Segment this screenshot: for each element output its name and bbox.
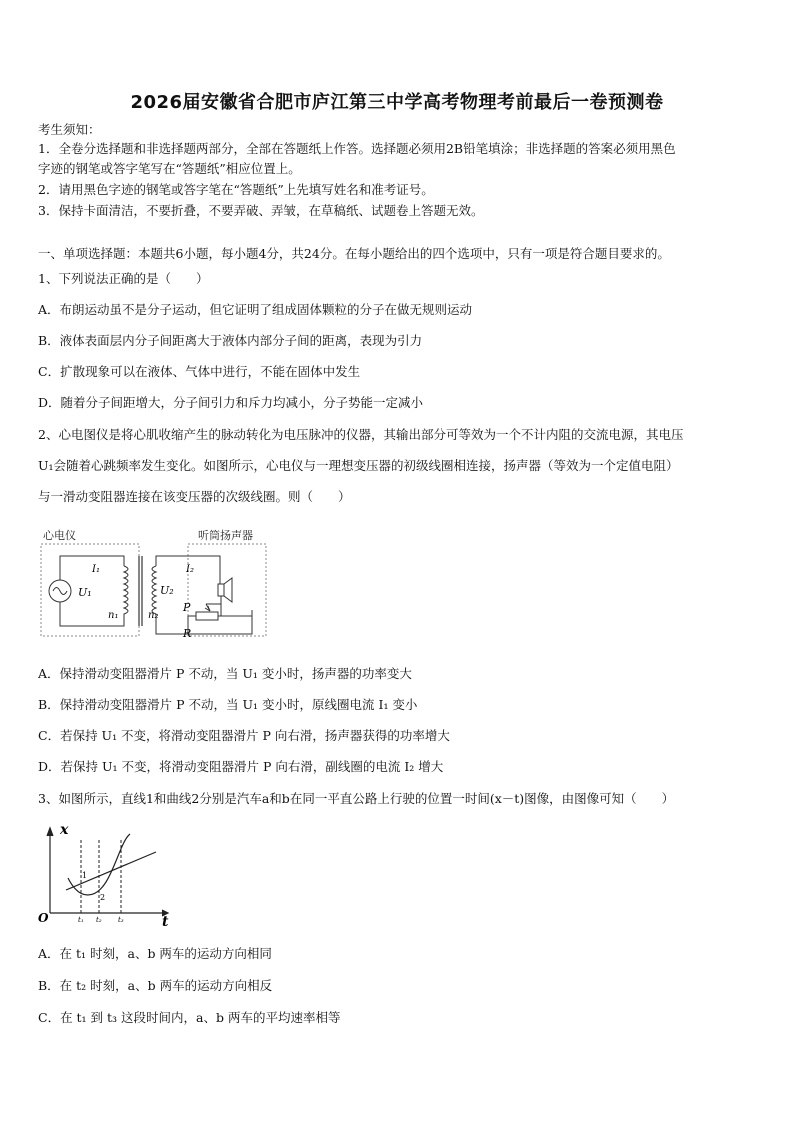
question-2-option-c: C．若保持 U₁ 不变，将滑动变阻器滑片 P 向右滑，扬声器获得的功率增大 [38,728,450,743]
t-axis-label: t [162,914,169,930]
primary-coil [124,566,128,618]
line-1 [66,852,156,890]
speaker-icon [218,584,224,596]
question-2-option-b: B．保持滑动变阻器滑片 P 不动，当 U₁ 变小时，原线圈电流 I₁ 变小 [38,697,418,712]
question-2-option-a: A．保持滑动变阻器滑片 P 不动，当 U₁ 变小时，扬声器的功率变大 [38,666,412,681]
question-3-option-a: A．在 t₁ 时刻，a、b 两车的运动方向相同 [38,946,272,961]
notice-item: 3．保持卡面清洁，不要折叠，不要弄破、弄皱，在草稿纸、试题卷上答题无效。 [38,203,484,218]
notice-item: 2．请用黑色字迹的钢笔或答字笔在“答题纸”上先填写姓名和准考证号。 [38,182,434,197]
u1-label: U₁ [78,586,92,599]
speaker-label: 听筒扬声器 [198,529,253,542]
u2-label: U₂ [160,584,174,597]
question-2-stem-line: U₁会随着心跳频率发生变化。如图所示，心电仪与一理想变压器的初级线圈相连接，扬声器（等效为一个定值电阻） [38,458,679,473]
question-2-option-d: D．若保持 U₁ 不变，将滑动变阻器滑片 P 向右滑，副线圈的电流 I₂ 增大 [38,759,444,774]
page-title: 2026届安徽省合肥市庐江第三中学高考物理考前最后一卷预测卷 [130,92,664,113]
n1-label: n₁ [108,610,119,621]
question-1-option-d: D．随着分子间距增大，分子间引力和斥力均减小，分子势能一定减小 [38,395,424,410]
origin-label: O [38,911,49,925]
p-label: P [183,601,191,614]
transformer-circuit-figure [38,526,268,646]
i2-label: I₂ [186,564,194,575]
question-3-option-c: C．在 t₁ 到 t₃ 这段时间内，a、b 两车的平均速率相等 [38,1010,341,1025]
line-1-label: 1 [82,871,88,880]
question-1-option-b: B．液体表面层内分子间距离大于液体内部分子间的距离，表现为引力 [38,333,423,348]
i1-label: I₁ [92,564,100,575]
position-time-graph [38,820,178,930]
rheostat [196,612,218,620]
notice-header: 考生须知： [38,122,101,137]
curve-2-label: 2 [100,893,106,902]
x-axis-label: x [60,822,69,838]
tick-label: t₃ [118,916,124,924]
question-1-option-a: A．布朗运动虽不是分子运动，但它证明了组成固体颗粒的分子在做无规则运动 [38,302,473,317]
tick-label: t₂ [96,916,102,924]
question-1-option-c: C．扩散现象可以在液体、气体中进行，不能在固体中发生 [38,364,361,379]
speaker-box [188,544,266,636]
question-2-stem-line: 与一滑动变阻器连接在该变压器的次级线圈。则（ ） [38,489,351,504]
section-heading: 一、单项选择题：本题共6小题，每小题4分，共24分。在每小题给出的四个选项中，只有一项是符合题目要求的。 [38,246,670,261]
question-1-stem: 1、下列说法正确的是（ ） [38,271,209,286]
n2-label: n₂ [148,610,159,621]
r-label: R [183,627,192,640]
question-2-stem-line: 2、心电图仪是将心肌收缩产生的脉动转化为电压脉冲的仪器，其输出部分可等效为一个不计内阻的交流电源，其电压 [38,427,684,442]
ecg-device-label: 心电仪 [43,529,76,542]
notice-item: 1．全卷分选择题和非选择题两部分，全部在答题纸上作答。选择题必须用2B铅笔填涂；非选择题的答案必须用黑色 [38,141,676,156]
tick-label: t₁ [78,916,84,924]
question-3-stem: 3、如图所示，直线1和曲线2分别是汽车a和b在同一平直公路上行驶的位置一时间(x－t)图像，由图像可知（ ） [38,791,675,806]
notice-item: 字迹的钢笔或答字笔写在“答题纸”相应位置上。 [38,161,301,176]
question-3-option-b: B．在 t₂ 时刻，a、b 两车的运动方向相反 [38,978,273,993]
